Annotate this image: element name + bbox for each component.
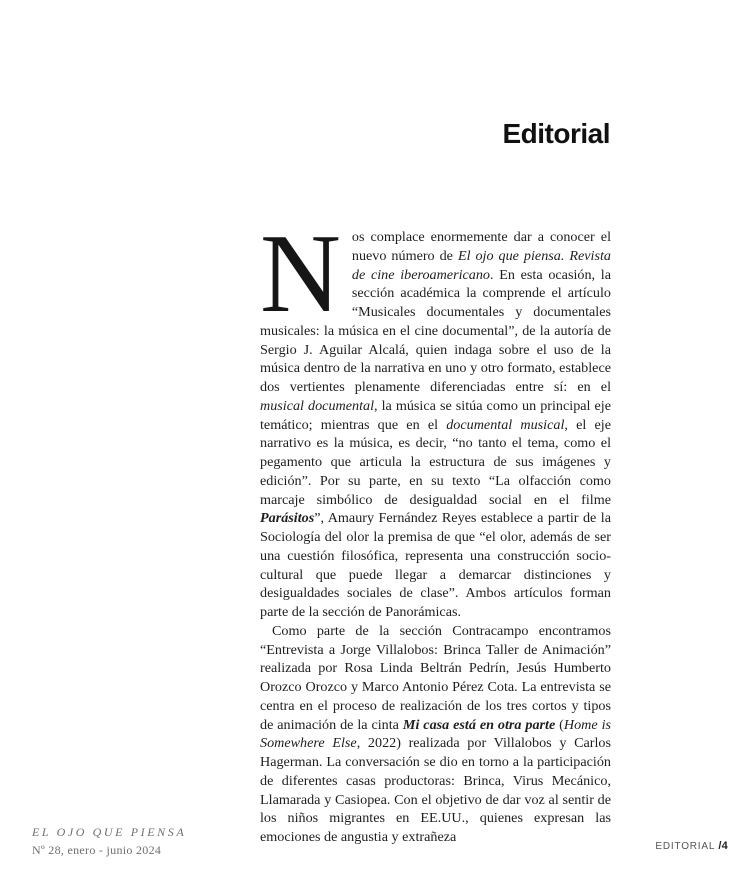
film-title-mi-casa: Mi casa está en otra parte xyxy=(402,716,556,733)
section-label: EDITORIAL xyxy=(655,841,719,852)
issue-info: Nº 28, enero - junio 2024 xyxy=(32,843,162,857)
term-documental-musical: documental musical xyxy=(446,416,565,433)
paragraph-2 xyxy=(260,622,611,847)
film-title-parasitos: Parásitos xyxy=(260,510,315,527)
page-folio xyxy=(655,840,728,852)
text-run: os complace enormemente dar a conocer el nuevo número de xyxy=(351,229,611,264)
journal-name-italic: El ojo que piensa. Revista de cine iberoamericano xyxy=(351,247,611,283)
text-run: . En esta ocasión, la sección académica la comprende el artículo “Musicales documentales y documentales musicales: la música en el cine documental”, de la autoría de Sergio J. Aguilar Alcalá, quien indaga sobre el uso de la música dentro de la narrativa en uno y otro formato, establece dos vertientes plenamente diferenciadas entre sí: en el xyxy=(260,266,611,395)
page-number: /4 xyxy=(718,840,728,852)
journal-name: EL OJO QUE PIENSA xyxy=(32,825,187,839)
paragraph-1 xyxy=(260,212,611,622)
film-title-english: Home is Somewhere Else xyxy=(260,716,611,752)
drop-cap: N xyxy=(260,212,341,336)
page-title: Editorial xyxy=(502,118,610,149)
text-run: , 2022) realizada por Villalobos y Carlos Hagerman. La conversación se dio en torno a la participación de diferentes casas productoras: Brinca, Virus Mecánico, Llamarada y Casiopea. Con el objetivo de dar voz al sentir de los niños migrantes en EE.UU., quienes expresan las emociones de angustia y extrañeza xyxy=(260,735,612,845)
text-run: ( xyxy=(555,716,564,733)
footer-journal-info xyxy=(32,824,186,858)
text-run: Como parte de la sección Contracampo encontramos “Entrevista a Jorge Villalobos: Brinca Taller de Animación” realizada por Rosa Linda Beltrán Pedrín, Jesús Humberto Orozco Orozco y Marco Antonio Pérez Cota. La entrevista se centra en el proceso de realización de los tres cortos y tipos de animación de la cinta xyxy=(260,622,611,733)
text-run: ”, Amaury Fernández Reyes establece a partir de la Sociología del olor la premisa de que “el olor, además de ser una cuestión filosófica, representa una construcción socio-cultural que puede llegar a demarcar distinciones y desigualdades sociales de clase”. Ambos artículos forman parte de la sección de Panorámicas. xyxy=(260,510,611,620)
text-run: , la música se sitúa como un principal eje temático; mientras que en el xyxy=(260,397,611,433)
text-run: , el eje narrativo es la música, es decir, “no tanto el tema, como el pegamento que articula la estructura de sus imágenes y edición”. Por su parte, en su texto “La olfacción como marcaje simbólico de desigualdad social en el filme xyxy=(260,416,611,508)
term-musical-documental: musical documental xyxy=(260,397,375,414)
editorial-text-column xyxy=(260,212,612,847)
